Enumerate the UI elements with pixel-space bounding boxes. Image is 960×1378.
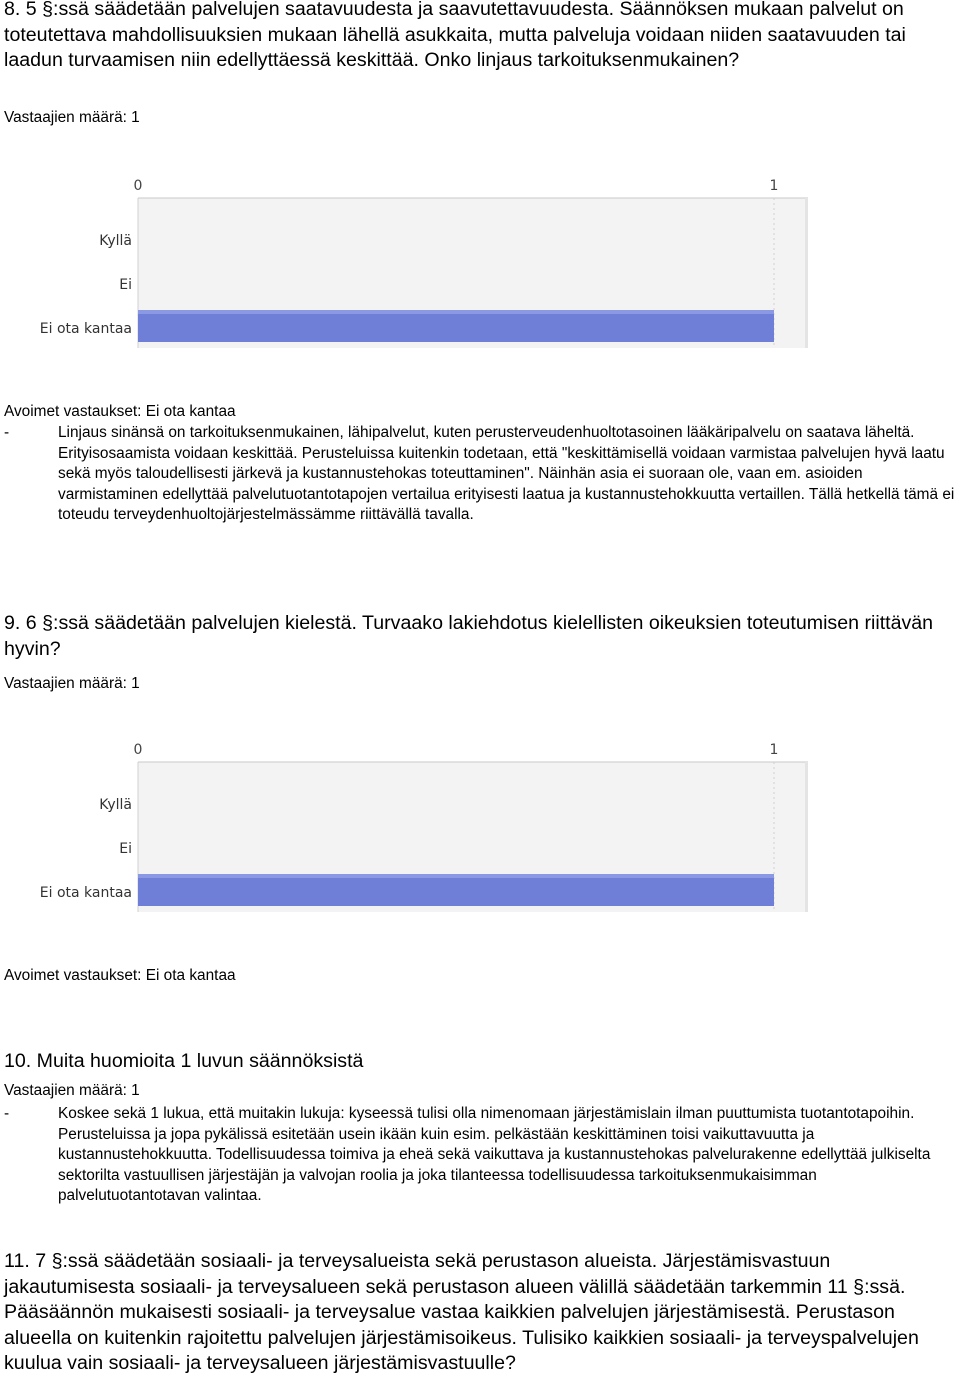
question-9-open-answers-label: Avoimet vastaukset: Ei ota kantaa bbox=[4, 967, 236, 984]
question-11-title: 11. 7 §:ssä säädetään sosiaali- ja terveysalueista sekä perustason alueista. Järjestämisvastuun jakautumisesta sosiaali- ja terveysalueen sekä perustason alueen välillä säädetään tarkemmin 11 §:ssä. Pääsäännön mukaisesti sosiaali- ja terveysalue vastaa kaikkien palvelujen järjestämisestä. Perustason alueella on kuitenkin rajoitettu palvelujen järjestämisoikeus. Tulisiko kaikkien sosiaali- ja terveyspalvelujen kuulua vain sosiaali- ja terveysalueen järjestämisvastuulle? bbox=[4, 1250, 919, 1375]
plot-shadow bbox=[805, 762, 808, 912]
question-8-open-answers-label: Avoimet vastaukset: Ei ota kantaa bbox=[4, 403, 236, 420]
category-label: Ei bbox=[119, 277, 132, 293]
bar-highlight bbox=[138, 310, 774, 314]
bar-highlight bbox=[138, 874, 774, 878]
tick-label: 1 bbox=[769, 742, 779, 758]
plot-shadow bbox=[805, 198, 808, 348]
question-10-answer bbox=[4, 1104, 960, 1207]
category-label: Ei ota kantaa bbox=[39, 321, 132, 337]
category-label: Ei ota kantaa bbox=[39, 885, 132, 901]
category-label: Kyllä bbox=[99, 233, 132, 249]
bar bbox=[138, 310, 774, 342]
question-9-respondents: Vastaajien määrä: 1 bbox=[4, 675, 140, 692]
question-8-answer bbox=[4, 423, 960, 526]
category-label: Ei bbox=[119, 841, 132, 857]
question-8-respondents: Vastaajien määrä: 1 bbox=[4, 109, 140, 126]
tick-label: 1 bbox=[769, 178, 779, 194]
answer-text: Linjaus sinänsä on tarkoituksenmukainen, lähipalvelut, kuten perusterveudenhuoltotasoinen lääkäripalvelu on saatava läheltä. Erityisosaamista voidaan keskittää. Perusteluissa kuitenkin todetaan, että "keskittämisellä voidaan varmistaa palvelujen hyvä laatu sekä myös taloudellisesti järkevä ja kustannustehokas toteuttaminen". Näinhän asia ei suoraan ole, vaan em. asioiden varmistaminen edellyttää palvelutuotantotapojen vertailua erityisesti laatua ja kustannustehokkuutta vertaillen. Tällä hetkellä tämä ei toteudu terveydenhuoltojärjestelmässämme riittävällä tavalla. bbox=[58, 424, 955, 524]
answer-dash: - bbox=[4, 424, 10, 441]
question-9-title: 9. 6 §:ssä säädetään palvelujen kielestä. Turvaako lakiehdotus kielellisten oikeuksien toteutumisen riittävän hyvin? bbox=[4, 612, 934, 660]
question-10-respondents: Vastaajien määrä: 1 bbox=[4, 1082, 140, 1099]
tick-label: 0 bbox=[133, 742, 143, 758]
category-label: Kyllä bbox=[99, 797, 132, 813]
answer-text: Koskee sekä 1 lukua, että muitakin lukuja: kyseessä tulisi olla nimenomaan järjestämislain ilman puuttumista tuotantotapoihin. Perusteluissa ja jopa pykälissä esitetään usein ikään kuin esim. pelkästään keskittäminen toisi vaikuttavuutta ja kustannustehokkuutta. Todellisuudessa toimiva ja eheä sekä vaikuttava ja kustannustehokas palvelurakenne edellyttää julkiselta sektorilta vastuullisen järjestäjän ja valvojan roolia ja joka tilanteessa todellisuudessa tarkoituksenmukaisimman palvelutuotantotavan valintaa. bbox=[58, 1105, 931, 1205]
question-9-chart bbox=[0, 732, 960, 922]
question-8-title: 8. 5 §:ssä säädetään palvelujen saatavuudesta ja saavutettavuudesta. Säännöksen mukaan palvelut on toteutettava mahdollisuuksien mukaan lähellä asukkaita, mutta palveluja voidaan niiden saatavuuden tai laadun turvaamisen niin edellyttäessä keskittää. Onko linjaus tarkoituksenmukainen? bbox=[4, 0, 906, 72]
question-8-chart bbox=[0, 168, 960, 358]
bar bbox=[138, 874, 774, 906]
question-10-title: 10. Muita huomioita 1 luvun säännöksistä bbox=[4, 1050, 364, 1072]
tick-label: 0 bbox=[133, 178, 143, 194]
answer-dash: - bbox=[4, 1105, 10, 1122]
